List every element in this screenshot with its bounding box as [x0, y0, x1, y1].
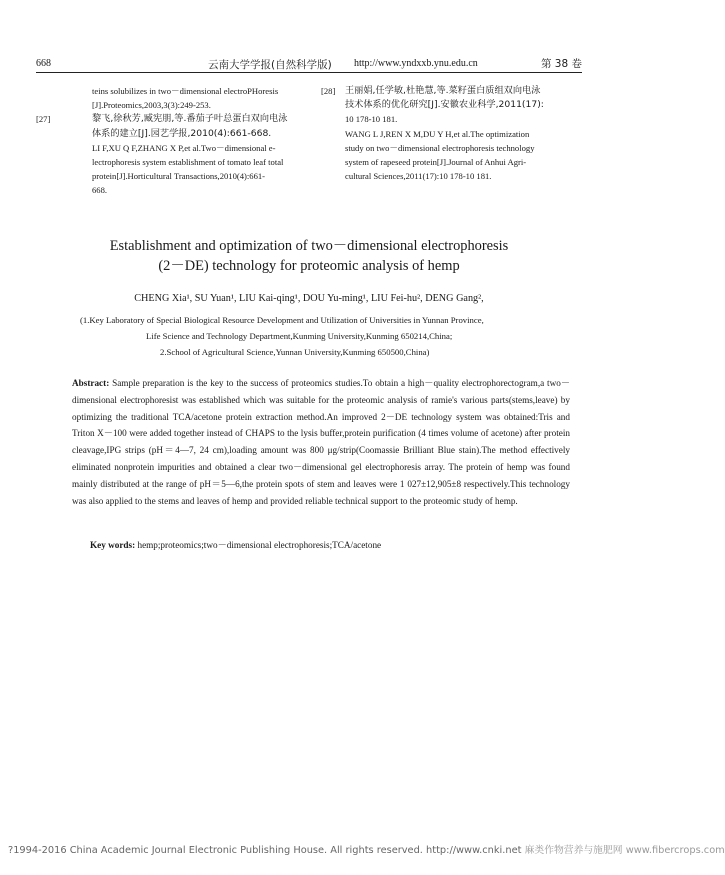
title-line-2: (2－DE) technology for proteomic analysis of hemp — [158, 258, 460, 274]
affiliation-line: Life Science and Technology Department,Kunming University,Kunming 650214,China; — [146, 331, 453, 342]
abstract-paragraph — [72, 375, 570, 509]
keywords-label: Key words: — [90, 540, 136, 550]
reference-number: [28] — [321, 86, 336, 96]
author-list: CHENG Xia¹, SU Yuan¹, LIU Kai-qing¹, DOU Yu-ming¹, LIU Fei-hu², DENG Gang², — [134, 293, 484, 304]
english-title — [40, 236, 578, 276]
reference-line: [J].Proteomics,2003,3(3):249-253. — [92, 100, 211, 111]
watermark-text: 麻类作物营养与施肥网 www.fibercrops.com — [524, 845, 725, 856]
reference-28 — [321, 84, 583, 183]
reference-27 — [36, 112, 298, 197]
journal-url[interactable]: http://www.yndxxb.ynu.edu.cn — [354, 58, 478, 69]
keywords-text: hemp;proteomics;two－dimensional electrophoresis;TCA/acetone — [137, 540, 382, 550]
reference-line: LI F,XU Q F,ZHANG X P,et al.Two－dimensional e- — [92, 142, 276, 153]
volume-label: 第 38 卷 — [540, 58, 582, 70]
reference-line: 体系的建立[J].园艺学报,2010(4):661-668. — [92, 127, 272, 139]
abstract-label: Abstract: — [72, 378, 110, 388]
reference-line: 黎飞,徐秋芳,臧宪朋,等.番茄子叶总蛋白双向电泳 — [92, 113, 288, 125]
reference-line: 王丽娟,任学敏,杜艳慧,等.菜籽蛋白质组双向电泳 — [345, 85, 541, 96]
references-left-column — [36, 84, 298, 198]
reference-line: cultural Sciences,2011(17):10 178-10 181. — [345, 171, 492, 182]
reference-line: lectrophoresis system establishment of tomato leaf total — [92, 157, 284, 168]
references-right-column — [321, 84, 583, 183]
reference-line: 技术体系的优化研究[J].安徽农业科学,2011(17): — [345, 99, 544, 111]
reference-number: [27] — [36, 114, 51, 125]
affiliations — [80, 312, 550, 361]
reference-continued — [36, 84, 298, 112]
affiliation-line: 2.School of Agricultural Science,Yunnan University,Kunming 650500,China) — [160, 347, 430, 358]
affiliation-line: (1.Key Laboratory of Special Biological Resource Development and Utilization of Universities in Yunnan Province, — [80, 315, 484, 325]
keywords — [90, 537, 570, 551]
reference-line: 10 178-10 181. — [345, 114, 398, 125]
reference-line: 668. — [92, 185, 108, 196]
reference-line: WANG L J,REN X M,DU Y H,et al.The optimization — [345, 128, 530, 139]
abstract-text: Sample preparation is the key to the success of proteomics studies.To obtain a high－quality electrophorectogram,a two－dimensional electrophoresist was established which was suitable for the proteomic analysis of ramie's various parts(stems,leave) by optimizing the traditional TCA/acetone protein extraction method.An improved 2－DE technology system was obtained:Tris and Triton X－100 were added together instead of CHAPS to the lysis buffer,protein purification (4 times volume of acetone) after protein cleavage,IPG strips (pH＝4—7, 24 cm),loading amount was 800 μg/strip(Coomassie Brilliant Blue stain).The method effectively eliminated nonprotein impurities and obtained a clear two－dimensional gel electrophoresis array. The protein of hemp was found mainly distributed at the range of pH＝5—6,the protein spots of stem and leaves were 1 027±12,905±8 respectively.This technology was also applied to the stems and leaves of hemp and provided reliable technical support to the proteomic study of hemp. — [72, 378, 571, 506]
abstract — [72, 375, 570, 509]
page-footer — [8, 842, 725, 856]
header-divider — [36, 72, 582, 73]
reference-line: system of rapeseed protein[J].Journal of Anhui Agri- — [345, 157, 527, 168]
reference-line: study on two－dimensional electrophoresis technology — [345, 142, 535, 153]
title-line-1: Establishment and optimization of two－dimensional electrophoresis — [109, 238, 509, 254]
page-number: 668 — [36, 58, 51, 69]
reference-line: protein[J].Horticultural Transactions,2010(4):661- — [92, 171, 266, 182]
copyright-notice: ?1994-2016 China Academic Journal Electronic Publishing House. All rights reserved. http://www.cnki.net — [8, 845, 522, 856]
running-header — [36, 55, 582, 71]
journal-name: 云南大学学报(自然科学版) — [208, 59, 332, 71]
reference-line: teins solubilizes in two－dimensional electroPHoresis — [92, 86, 279, 96]
